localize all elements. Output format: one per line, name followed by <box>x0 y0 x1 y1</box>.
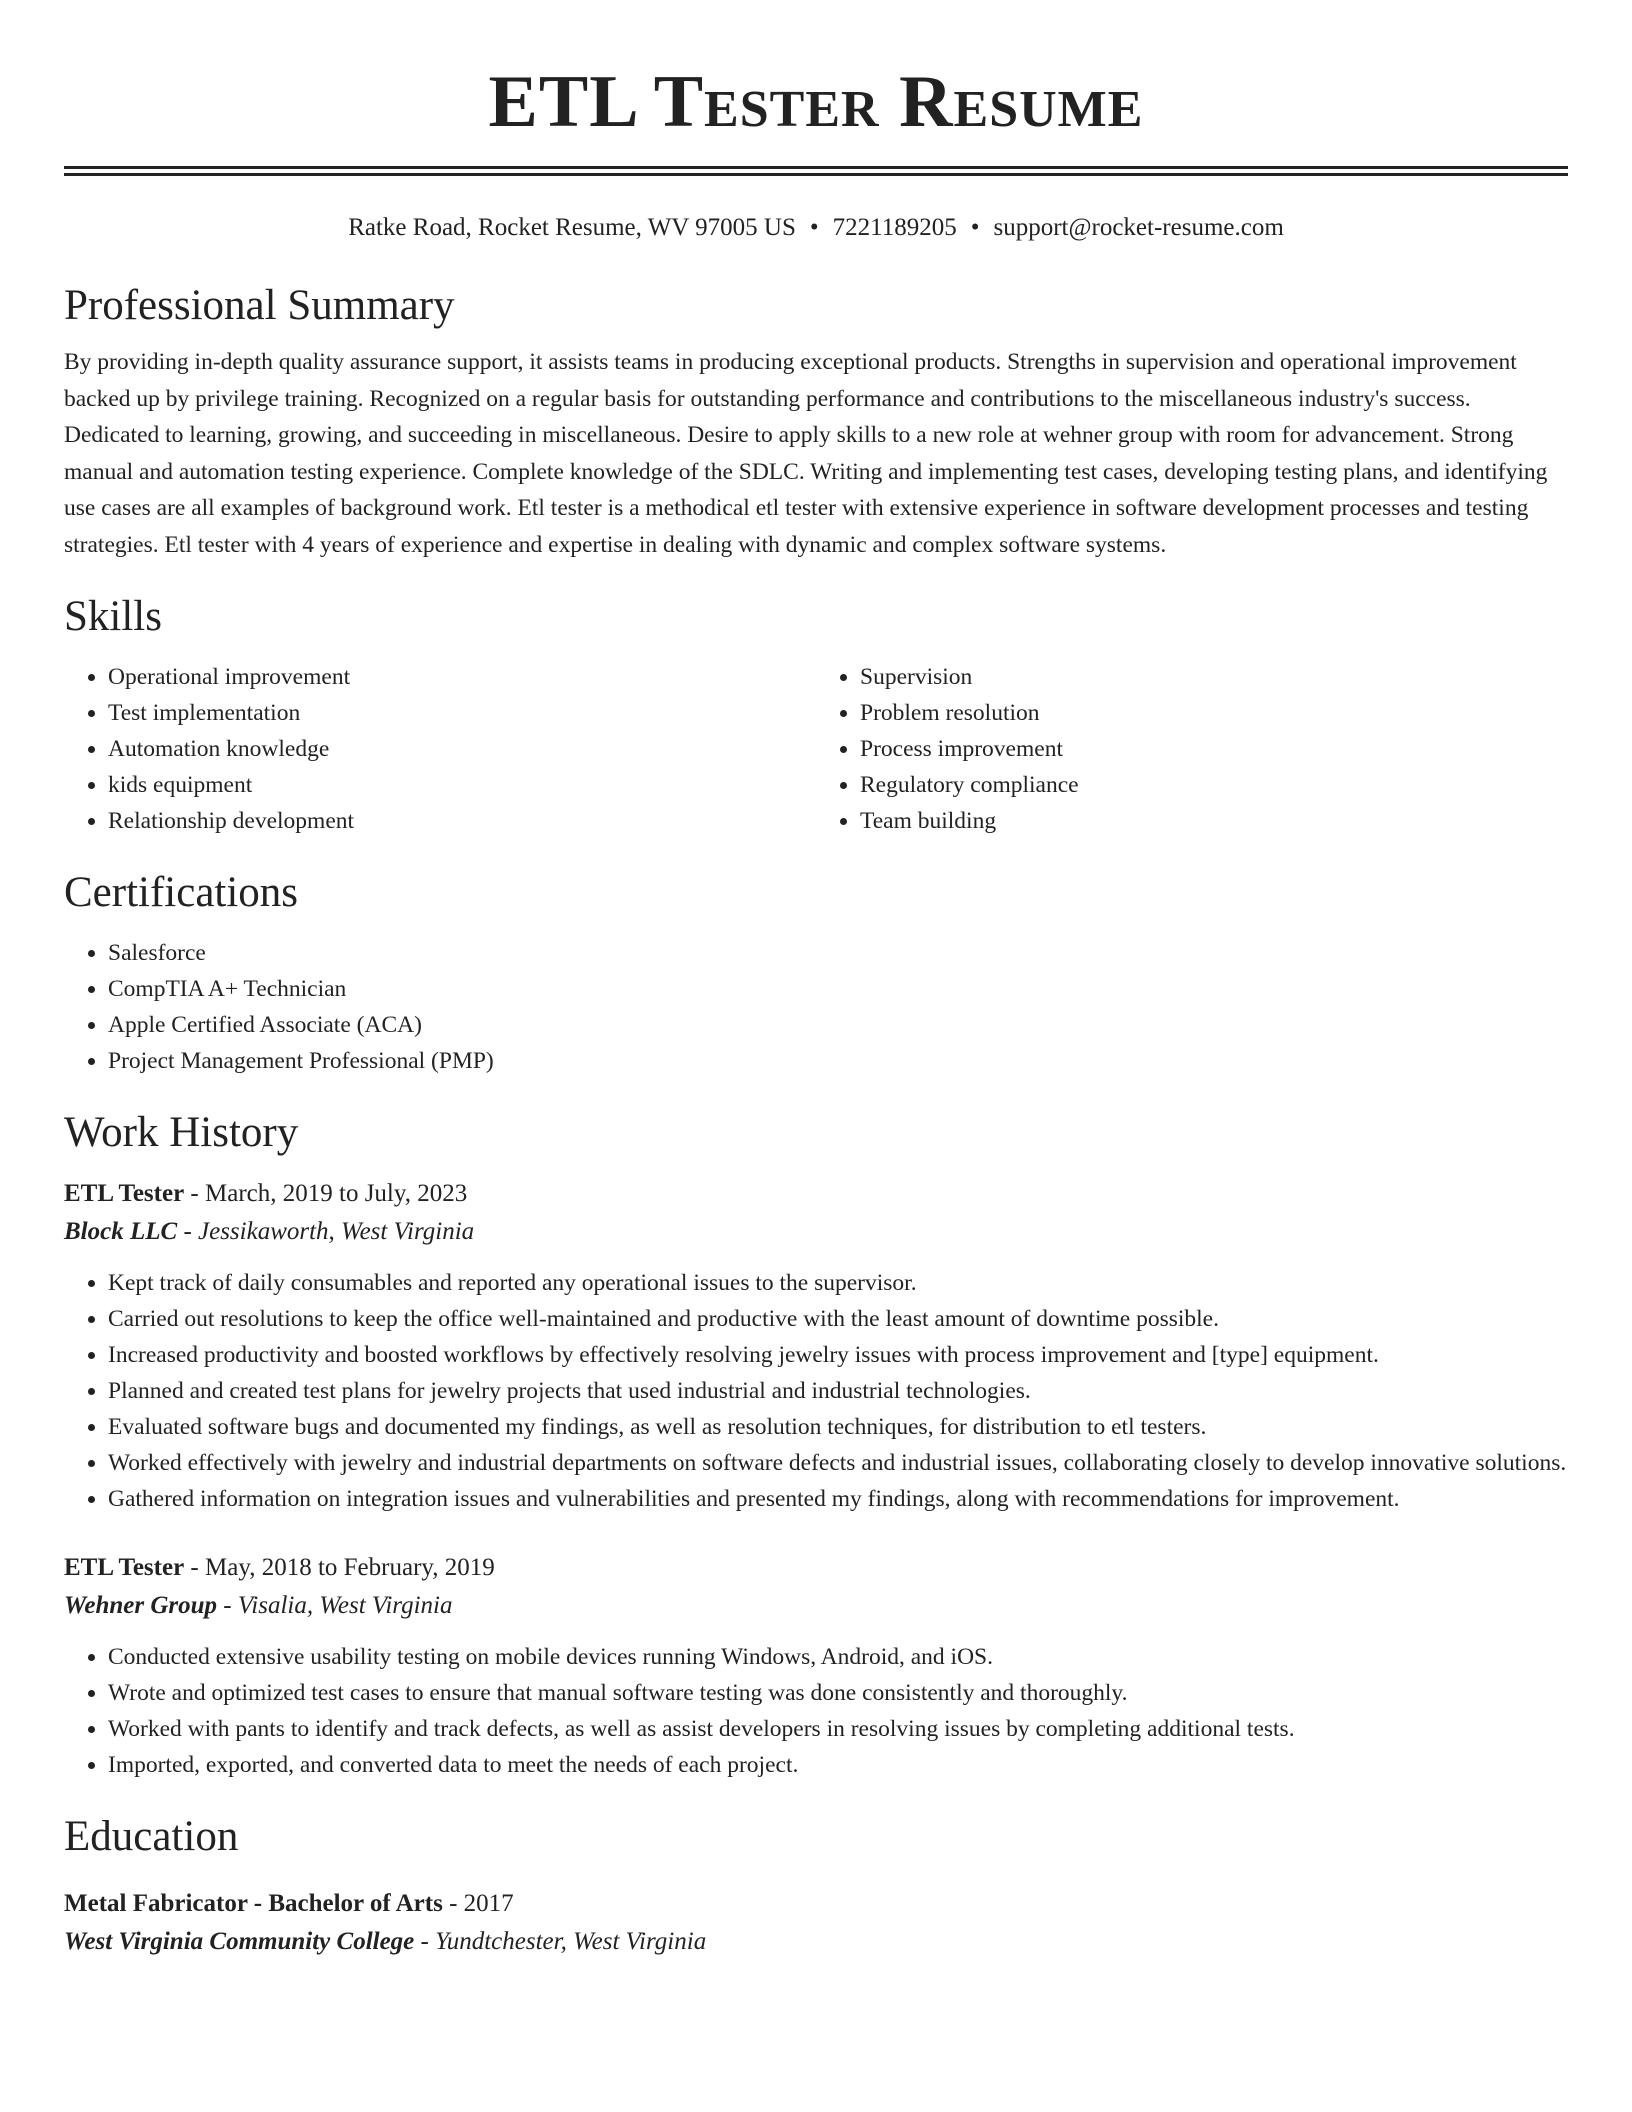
job-dates: - May, 2018 to February, 2019 <box>184 1554 495 1581</box>
work-history-section <box>64 1105 1568 1783</box>
certification-item: • Project Management Professional (PMP) <box>108 1043 1568 1079</box>
job-bullet: • Kept track of daily consumables and reported any operational issues to the supervisor. <box>108 1265 1568 1301</box>
job-bullet: • Worked effectively with jewelry and industrial departments on software defects and industrial issues, collaborating closely to develop innovative solutions. <box>108 1445 1568 1481</box>
summary-section <box>64 278 1568 563</box>
job-bullet: • Conducted extensive usability testing on mobile devices running Windows, Android, and iOS. <box>108 1639 1568 1675</box>
skills-section <box>64 589 1568 839</box>
job-dates: - March, 2019 to July, 2023 <box>184 1180 468 1207</box>
skill-item: • Problem resolution <box>860 695 1568 731</box>
summary-heading: Professional Summary <box>64 282 455 329</box>
certification-item: • Salesforce <box>108 935 1568 971</box>
job-bullet: • Gathered information on integration issues and vulnerabilities and presented my findings, along with recommendations for improvement. <box>108 1481 1568 1517</box>
job-bullet: • Worked with pants to identify and track defects, as well as assist developers in resolving issues by completing additional tests. <box>108 1711 1568 1747</box>
company-line <box>64 1587 1568 1625</box>
skill-item: • Automation knowledge <box>108 731 816 767</box>
job-title-line <box>64 1175 1568 1213</box>
skills-list-right <box>816 659 1568 839</box>
job-title: ETL Tester <box>64 1554 185 1581</box>
job-bullet: • Wrote and optimized test cases to ensure that manual software testing was done consistently and thoroughly. <box>108 1675 1568 1711</box>
skills-heading: Skills <box>64 593 162 640</box>
contact-email: support@rocket-resume.com <box>993 214 1284 241</box>
certification-item: • Apple Certified Associate (ACA) <box>108 1007 1568 1043</box>
certifications-list <box>64 935 1568 1079</box>
certifications-heading: Certifications <box>64 869 299 916</box>
graduation-year: - 2017 <box>442 1890 514 1917</box>
job-bullet: • Carried out resolutions to keep the office well-maintained and productive with the least amount of downtime possible. <box>108 1301 1568 1337</box>
summary-text: By providing in-depth quality assurance support, it assists teams in producing exceptional products. Strengths in supervision and operational improvement backed up by privilege training. Recognized on a regular basis for outstanding performance and contributions to the miscellaneous industry's success. Dedicated to learning, growing, and succeeding in miscellaneous. Desire to apply skills to a new role at wehner group with room for advancement. Strong manual and automation testing experience. Complete knowledge of the SDLC. Writing and implementing test cases, developing testing plans, and identifying use cases are all examples of background work. Etl tester is a methodical etl tester with extensive experience in software development processes and testing strategies. Etl tester with 4 years of experience and expertise in dealing with dynamic and complex software systems. <box>64 349 1548 558</box>
job-bullets <box>64 1639 1568 1783</box>
skill-item: • Regulatory compliance <box>860 767 1568 803</box>
bullet-separator: • <box>809 214 819 241</box>
job-bullet: • Evaluated software bugs and documented my findings, as well as resolution techniques, for distribution to etl testers. <box>108 1409 1568 1445</box>
certifications-section <box>64 865 1568 1079</box>
skill-item: • Operational improvement <box>108 659 816 695</box>
education-entry <box>64 1885 1568 1961</box>
education-section <box>64 1809 1568 1961</box>
bullet-separator: • <box>970 214 980 241</box>
school-line <box>64 1923 1568 1961</box>
skill-item: • Team building <box>860 803 1568 839</box>
job-bullet: • Increased productivity and boosted workflows by effectively resolving jewelry issues with process improvement and [type] equipment. <box>108 1337 1568 1373</box>
company-location: - Visalia, West Virginia <box>217 1592 453 1619</box>
contact-phone: 7221189205 <box>832 214 957 241</box>
company-name: Wehner Group <box>64 1592 218 1619</box>
skill-item: • Supervision <box>860 659 1568 695</box>
job-bullet: • Imported, exported, and converted data to meet the needs of each project. <box>108 1747 1568 1783</box>
company-name: Block LLC <box>64 1218 178 1245</box>
resume-title: ETL Tester Resume <box>488 61 1144 143</box>
job-bullets <box>64 1265 1568 1517</box>
skill-item: • kids equipment <box>108 767 816 803</box>
skills-grid <box>64 659 1568 839</box>
certification-item: • CompTIA A+ Technician <box>108 971 1568 1007</box>
skill-item: • Test implementation <box>108 695 816 731</box>
skills-list-left <box>64 659 816 839</box>
skill-item: • Relationship development <box>108 803 816 839</box>
title-double-rule <box>64 166 1568 176</box>
job-entry <box>64 1175 1568 1517</box>
degree: Metal Fabricator - Bachelor of Arts <box>64 1890 443 1917</box>
school-location: - Yundtchester, West Virginia <box>414 1928 707 1955</box>
job-bullet: • Planned and created test plans for jewelry projects that used industrial and industrial technologies. <box>108 1373 1568 1409</box>
job-entry <box>64 1549 1568 1783</box>
degree-line <box>64 1885 1568 1923</box>
company-line <box>64 1213 1568 1251</box>
company-location: - Jessikaworth, West Virginia <box>177 1218 475 1245</box>
job-title: ETL Tester <box>64 1180 185 1207</box>
job-title-line <box>64 1549 1568 1587</box>
work-history-heading: Work History <box>64 1109 299 1156</box>
education-heading: Education <box>64 1813 239 1860</box>
contact-line <box>64 210 1568 246</box>
school-name: West Virginia Community College <box>64 1928 415 1955</box>
skill-item: • Process improvement <box>860 731 1568 767</box>
contact-address: Ratke Road, Rocket Resume, WV 97005 US <box>348 214 796 241</box>
